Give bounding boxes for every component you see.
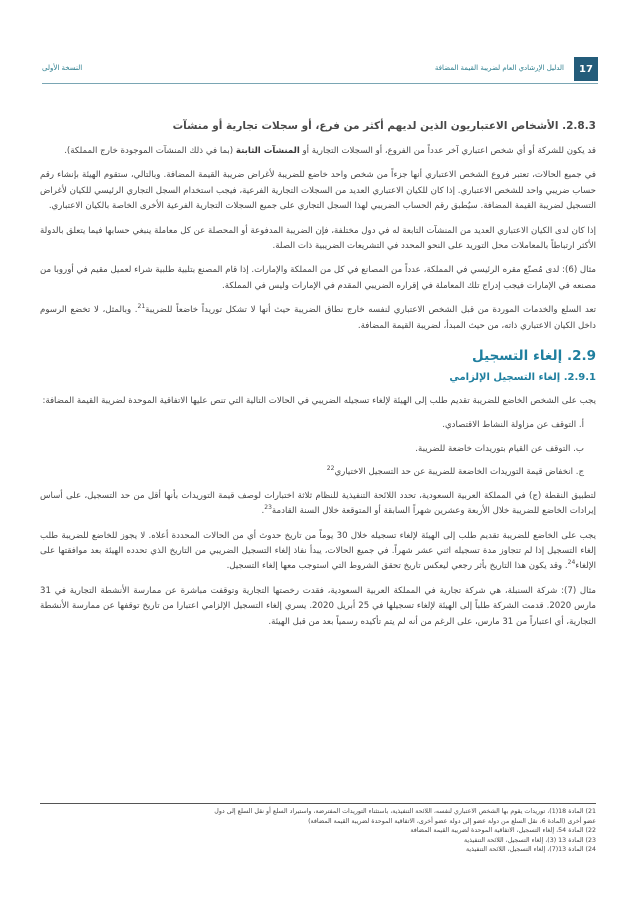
paragraph-text: قد يكون للشركة أو أي شخص اعتباري آخر عدداً من الفروع، أو السجلات التجارية أو (299, 146, 596, 156)
subsection-heading-2-9-1: 2.9.1. إلغاء التسجيل الإلزامي (449, 372, 596, 384)
paragraph-deregistration-intro: يجب على الشخص الخاضع للضريبة تقديم طلب إلى الهيئة لإلغاء تسجيله الضريبي في الحالات التالية التي تنص عليها الاتفاقية الموحدة لضريبة القيمة المضافة: (42, 396, 596, 407)
paragraph-deadline (40, 529, 596, 575)
footnote-ref: 22 (326, 465, 335, 473)
footnote-ref: 21 (137, 303, 146, 311)
paragraph-text: لتطبيق النقطة (ج) في المملكة العربية السعودية، تحدد اللائحة التنفيذية للنظام ثلاثة اختبارات لوصف قيمة التوريدات بأنها أقل من حد التسجيل، على أساس إيرادات الخاضع للضريبة خلال الأربعة وعشرين شهراً السابقة أو المتوقعة خلال السنة القادمة (40, 490, 596, 517)
paragraph-threshold-tests (40, 489, 596, 520)
paragraph-text: . وقد يكون هذا التاريخ بأثر رجعي ليعكس تاريخ تحقق الشروط التي استوجب معها إلغاء التسجيل. (226, 561, 568, 572)
bold-term: المنشآت الثابتة (235, 146, 300, 156)
footnote-24: 24) المادة 13(7)، إلغاء التسجيل، اللائحة التنفيذية (466, 846, 596, 854)
paragraph-self-supplies (40, 303, 596, 334)
list-item-text: ج. انخفاض قيمة التوريدات الخاضعة للضريبة عن حد التسجيل الاختياري (334, 467, 584, 478)
paragraph-example-7: مثال (7): شركة السنبلة، هي شركة تجارية في المملكة العربية السعودية، فقدت رخصتها التجارية وتوقفت مباشرة عن ممارسة الأنشطة التجارية في 31 مارس 2020. قدمت الشركة طلباً إلى الهيئة لإلغاء تسجيلها في 25 أبريل 2020. يسري إلغاء التسجيل الإلزامي اعتبارا من تاريخ توقفها عن ممارسة الأنشطة التجارية، أي اعتباراً من 31 مارس، على الرغم من أنه لم يتم تأكيده رسمياً بعد من قبل الهيئة. (40, 585, 597, 627)
main-content (40, 118, 596, 639)
paragraph-text: . (261, 506, 265, 517)
edition-label: النسخة الأولى (42, 64, 83, 72)
document-title: الدليل الإرشادي العام لضريبة القيمة المضافة (434, 64, 564, 72)
paragraph-multiple-establishments: إذا كان لدى الكيان الاعتباري العديد من المنشآت التابعة له في دول مختلفة، فإن الضريبة المدفوعة أو المحصلة عن كل معاملة ينبغي حسابها فيما يتعلق بالدولة الأكثر ارتباطاً بالمعاملات محل التوريد على النحو المحدد في التشريعات الضريبية ذات الصلة. (40, 225, 596, 252)
paragraph-branches (40, 144, 596, 159)
section-heading-2-8-3: 2.8.3. الأشخاص الاعتباريون الذين لديهم أكثر من فرع، أو سجلات تجارية أو منشآت (172, 120, 596, 132)
section-heading-2-9: 2.9. إلغاء التسجيل (472, 348, 596, 365)
footnote-ref: 24 (567, 559, 576, 567)
paragraph-text: يجب على الخاضع للضريبة تقديم طلب إلى الهيئة لإلغاء تسجيله خلال 30 يوماً من تاريخ حدوث أي من الحالات المحددة أعلاه. لا يجوز للخاضع للضريبة طلب إلغاء التسجيل إذا لم تتجاوز مدة تسجيله اثني عشر شهراً. في جميع الحالات، يبدأ نفاذ إلغاء التسجيل الضريبي من التاريخ الذي تحدده الهيئة بعد موافقتها على الإلغاء (40, 530, 596, 572)
footnote-ref: 23 (264, 504, 272, 512)
footnotes (40, 803, 596, 855)
paragraph-single-taxable-person: في جميع الحالات، تعتبر فروع الشخص الاعتباري أنها جزءاً من شخص واحد خاضع للضريبة لأغراض ضريبة القيمة المضافة. وبالتالي، ستقوم الهيئة بإنشاء رقم حساب ضريبي واحد للشخص الاعتباري. إذا كان للكيان الاعتباري العديد من السجلات التجارية الفرعية، فيجب استخدام السجل التجاري الرئيسي للكيان لأغراض التسجيل لضريبة القيمة المضافة. سيُطبق رقم الحساب الضريبي لهذا السجل التجاري على جميع السجلات التجارية الفرعية الأخرى الخاصة بالكيان الاعتباري. (40, 170, 596, 212)
paragraph-example-6: مثال (6): لدى مُصنّع مقره الرئيسي في المملكة، عدداً من المصانع في كل من المملكة والإمارات. إذا قام المصنع بتلبية طلبية شراء لعميل مقيم في أوروبا من مصنعه في الإمارات فيجب إدراج تلك المعاملة في إقراره الضريبي المقدم في الإمارات وليس في المملكة. (40, 265, 596, 291)
page-header (42, 57, 598, 84)
footnote-21: 21) المادة 18(1)، توريدات يقوم بها الشخص الاعتباري لنفسه، اللائحة التنفيذية، باستثناء التوريدات المفترضة، واستيراد السلع أو نقل السلع إلى دول (214, 808, 596, 815)
list-item-a: أ. التوقف عن مزاولة النشاط الاقتصادي. (442, 420, 584, 431)
page-number: 17 (574, 57, 598, 81)
list-item-b: ب. التوقف عن القيام بتوريدات خاضعة للضريبة. (415, 443, 584, 454)
footnote-23: 23) المادة 13 (3)، إلغاء التسجيل، اللائحة التنفيذية (464, 836, 596, 844)
list-item-c (40, 465, 584, 480)
footnote-22: 22) المادة 54، إلغاء التسجيل، الاتفاقية الموحدة لضريبة القيمة المضافة (410, 827, 596, 835)
footnote-21-continued: عضو أخرى (المادة 6، نقل السلع من دولة عضو إلى دولة عضو أخرى، الاتفاقية الموحدة لضريبة القيمة المضافة) (308, 817, 596, 825)
paragraph-text: تعد السلع والخدمات الموردة من قبل الشخص الاعتباري لنفسه خارج نطاق الضريبة حيث أنها لا تشكل توريداً خاضعاً للضريبة (145, 305, 597, 316)
paragraph-text: . وبالمثل، لا تخضع الرسوم داخل الكيان الاعتباري ذاته، من حيث المبدأ، لضريبة القيمة المضافة. (40, 305, 596, 331)
paragraph-text: (بما في ذلك المنشآت الموجودة خارج المملكة). (64, 146, 236, 156)
